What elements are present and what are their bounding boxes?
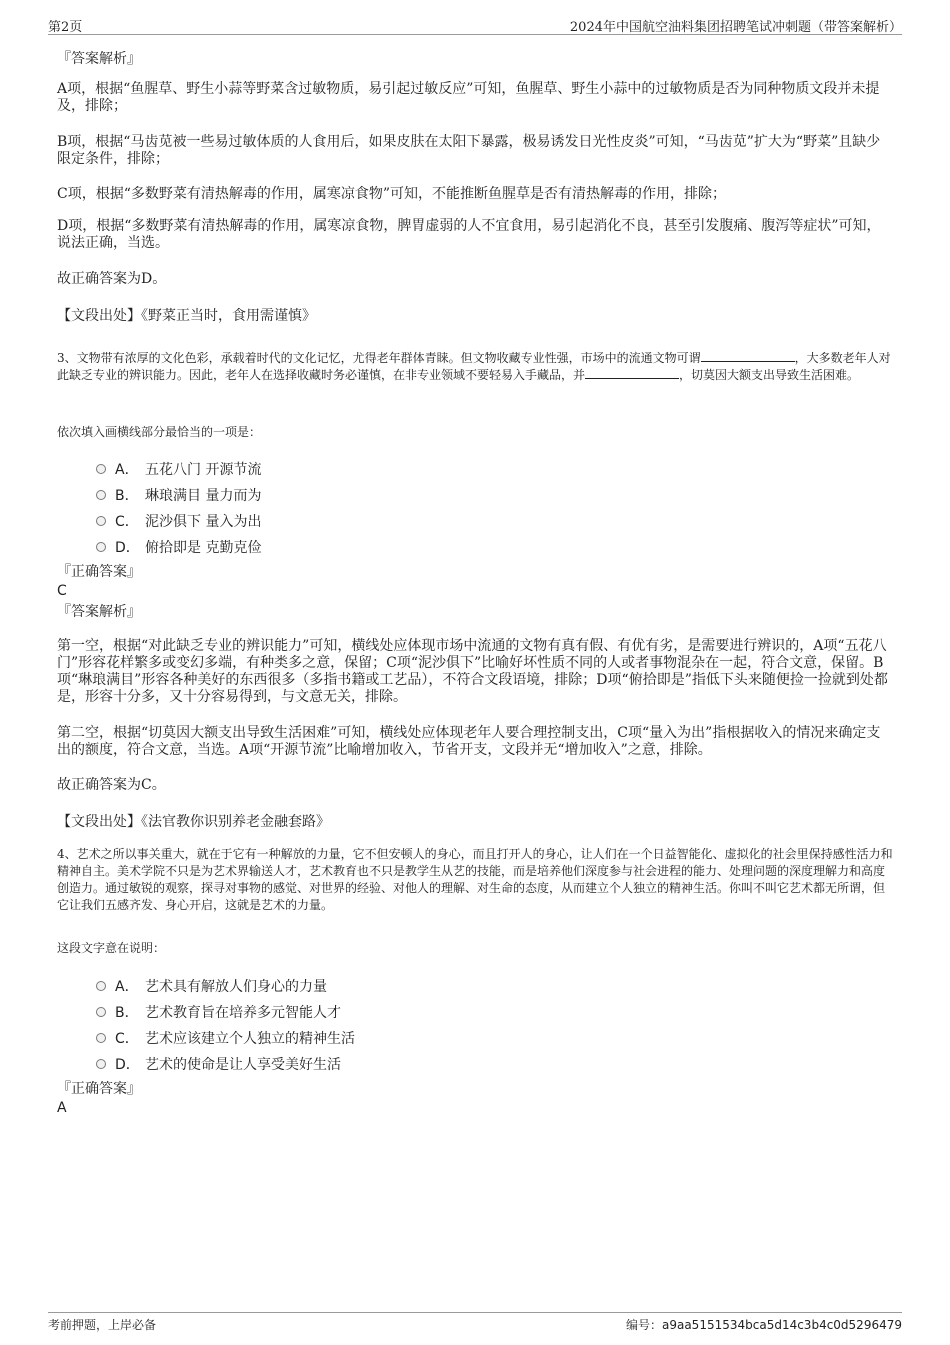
option-text: 艺术应该建立个人独立的精神生活 <box>145 1031 355 1047</box>
option-text: 艺术教育旨在培养多元智能人才 <box>145 1005 341 1021</box>
q2-analysis-label: 『答案解析』 <box>57 51 141 67</box>
q3-source: 【文段出处】《法官教你识别养老金融套路》 <box>57 814 330 830</box>
q4-stem: 4、艺术之所以事关重大，就在于它有一种解放的力量，它不但安顿人的身心，而且打开人的身心，让人们在一个日益智能化、虚拟化的社会里保持感性活力和精神自主。美术学院不只是为艺术界输送人才，艺术教育也不只是教学生从艺的技能，而是培养他们深度参与社会进程的能力、处理问题的深度理解力和高度创造力。通过敏锐的观察，探寻对事物的感觉、对世界的经验、对他人的理解、对生命的态度，从而建立个人独立的精神生活。你叫不叫它艺术都无所谓，但它让我们五感齐发、身心开启，这就是艺术的力量。 <box>57 847 893 912</box>
q3-stem-part2: ，大多数老年人对此缺乏专业的辨识能力。因此，老年人在选择收藏时务必谨慎，在非专业领域不要轻易入手藏品，并 <box>57 351 891 382</box>
radio-icon[interactable] <box>96 516 106 526</box>
option-text: 泥沙俱下 量入为出 <box>145 514 262 530</box>
q2-conclusion: 故正确答案为D。 <box>57 271 167 287</box>
option-letter: C． <box>115 1031 139 1047</box>
radio-icon[interactable] <box>96 464 106 474</box>
radio-icon[interactable] <box>96 1059 106 1069</box>
radio-icon[interactable] <box>96 542 106 552</box>
option-letter: D． <box>115 1057 140 1073</box>
radio-icon[interactable] <box>96 1033 106 1043</box>
q3-stem-part1: 3、文物带有浓厚的文化色彩，承载着时代的文化记忆，尤得老年群体青睐。但文物收藏专业性强，市场中的流通文物可谓 <box>57 351 701 365</box>
q3-blank-1 <box>701 351 795 362</box>
radio-icon[interactable] <box>96 1007 106 1017</box>
q3-analysis-label: 『答案解析』 <box>57 604 141 620</box>
footer-slogan: 考前押题，上岸必备 <box>48 1318 157 1332</box>
code-label: 编号： <box>625 1318 662 1332</box>
q3-correct-label: 『正确答案』 <box>57 564 141 580</box>
q3-stem <box>57 350 893 384</box>
document-title: 2024年中国航空油料集团招聘笔试冲刺题（带答案解析） <box>569 20 902 35</box>
q3-correct-answer: C <box>57 583 67 599</box>
option-text: 琳琅满目 量力而为 <box>145 488 262 504</box>
q3-analysis-1: 第一空，根据“对此缺乏专业的辨识能力”可知，横线处应体现市场中流通的文物有真有假、有优有劣，是需要进行辨识的，A项“五花八门”形容花样繁多或变幻多端，有种类多之意，保留；C项“泥沙俱下”比喻好坏性质不同的人或者事物混杂在一起，符合文意，保留。B项“琳琅满目”形容各种美好的东西很多（多指书籍或工艺品），不符合文段语境，排除；D项“俯拾即是”指低下头来随便捡一捡就到处都是，形容十分多，又十分容易得到，与文意无关，排除。 <box>57 638 888 705</box>
code-value: a9aa5151534bca5d14c3b4c0d5296479 <box>661 1318 902 1332</box>
page-footer <box>48 1312 902 1335</box>
q4-correct-answer: A <box>57 1100 67 1116</box>
q2-analysis-a: A项，根据“鱼腥草、野生小蒜等野菜含过敏物质，易引起过敏反应”可知，鱼腥草、野生小蒜中的过敏物质是否为同种物质文段并未提及，排除； <box>57 81 880 114</box>
document-code <box>626 1316 902 1333</box>
option-text: 五花八门 开源节流 <box>145 462 262 478</box>
page-header <box>48 14 902 35</box>
q2-source: 【文段出处】《野菜正当时，食用需谨慎》 <box>57 308 316 324</box>
q2-analysis-c: C项，根据“多数野菜有清热解毒的作用，属寒凉食物”可知，不能推断鱼腥草是否有清热解毒的作用，排除； <box>57 186 727 202</box>
q2-analysis-d: D项，根据“多数野菜有清热解毒的作用，属寒凉食物，脾胃虚弱的人不宜食用，易引起消化不良，甚至引发腹痛、腹泻等症状”可知，说法正确，当选。 <box>57 218 881 251</box>
option-letter: D． <box>115 540 140 556</box>
q4-prompt: 这段文字意在说明： <box>57 941 166 955</box>
q3-analysis-2: 第二空，根据“切莫因大额支出导致生活困难”可知，横线处应体现老年人要合理控制支出，C项“量入为出”指根据收入的情况来确定支出的额度，符合文意，当选。A项“开源节流”比喻增加收入，节省开支，文段并无“增加收入”之意，排除。 <box>57 725 881 758</box>
option-text: 俯拾即是 克勤克俭 <box>145 540 262 556</box>
q3-conclusion: 故正确答案为C。 <box>57 777 166 793</box>
option-letter: B． <box>115 1005 139 1021</box>
radio-icon[interactable] <box>96 981 106 991</box>
q3-prompt: 依次填入画横线部分最恰当的一项是： <box>57 425 262 439</box>
q3-blank-2 <box>585 368 679 379</box>
option-letter: B． <box>115 488 139 504</box>
option-letter: A． <box>115 979 139 995</box>
option-text: 艺术的使命是让人享受美好生活 <box>145 1057 341 1073</box>
q2-analysis-b: B项，根据“马齿苋被一些易过敏体质的人食用后，如果皮肤在太阳下暴露，极易诱发日光性皮炎”可知，“马齿苋”扩大为“野菜”且缺少限定条件，排除； <box>57 134 881 167</box>
page-number: 第2页 <box>48 20 83 35</box>
option-letter: A． <box>115 462 139 478</box>
option-text: 艺术具有解放人们身心的力量 <box>145 979 327 995</box>
q3-stem-part3: ，切莫因大额支出导致生活困难。 <box>679 368 860 382</box>
radio-icon[interactable] <box>96 490 106 500</box>
q4-correct-label: 『正确答案』 <box>57 1081 141 1097</box>
option-letter: C． <box>115 514 139 530</box>
